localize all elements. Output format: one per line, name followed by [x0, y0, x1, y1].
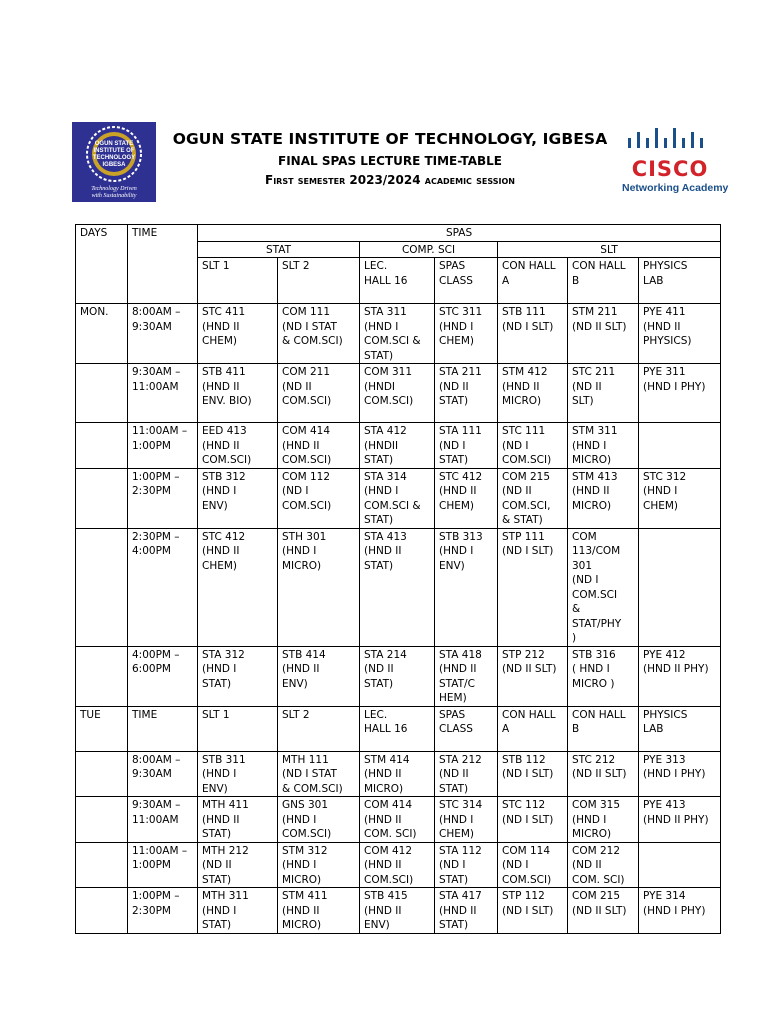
- course-cell: COM 215 (ND II SLT): [568, 888, 639, 934]
- course-cell: STC 412 (HND II CHEM): [198, 528, 278, 646]
- day-cell: [76, 646, 128, 706]
- course-cell: STB 415 (HND II ENV): [360, 888, 435, 934]
- table-row: [76, 364, 721, 423]
- table-row: [76, 646, 721, 706]
- table-row: [76, 304, 721, 364]
- table-row: [76, 468, 721, 528]
- course-cell: STC 311 (HND I CHEM): [435, 304, 498, 364]
- table-row: [76, 706, 721, 751]
- course-cell: MTH 212 (ND II STAT): [198, 842, 278, 888]
- course-cell: STC 211 (ND II SLT): [568, 364, 639, 423]
- time-cell: 1:00PM – 2:30PM: [128, 888, 198, 934]
- venue-header: LEC. HALL 16: [360, 258, 435, 304]
- course-cell: COM 315 (HND I MICRO): [568, 797, 639, 843]
- course-cell: STB 414 (HND II ENV): [278, 646, 360, 706]
- time-cell: 8:00AM – 9:30AM: [128, 751, 198, 797]
- course-cell: STB 111 (ND I SLT): [498, 304, 568, 364]
- svg-text:TECHNOLOGY: TECHNOLOGY: [92, 155, 136, 161]
- course-cell: GNS 301 (HND I COM.SCI): [278, 797, 360, 843]
- spas-header: SPAS: [198, 225, 721, 242]
- course-cell: COM 211 (ND II COM.SCI): [278, 364, 360, 423]
- course-cell: STA 412 (HNDII STAT): [360, 423, 435, 469]
- venue-header: SLT 1: [198, 258, 278, 304]
- stat-header: STAT: [198, 241, 360, 258]
- table-row: [76, 423, 721, 469]
- course-cell: STM 412 (HND II MICRO): [498, 364, 568, 423]
- time-cell: 2:30PM – 4:00PM: [128, 528, 198, 646]
- course-cell: STA 312 (HND I STAT): [198, 646, 278, 706]
- page-subtitle: FINAL SPAS LECTURE TIME-TABLE: [278, 154, 502, 168]
- course-cell: STM 211 (ND II SLT): [568, 304, 639, 364]
- cisco-bars-icon: [622, 124, 718, 152]
- course-cell: STP 112 (ND I SLT): [498, 888, 568, 934]
- course-cell: STB 316 ( HND I MICRO ): [568, 646, 639, 706]
- course-cell: STA 417 (HND II STAT): [435, 888, 498, 934]
- course-cell: STP 212 (ND II SLT): [498, 646, 568, 706]
- course-cell: COM 311 (HNDI COM.SCI): [360, 364, 435, 423]
- course-cell: EED 413 (HND II COM.SCI): [198, 423, 278, 469]
- day-cell: MON.: [76, 304, 128, 364]
- course-cell: MTH 311 (HND I STAT): [198, 888, 278, 934]
- course-cell: STM 311 (HND I MICRO): [568, 423, 639, 469]
- venue-header: PHYSICS LAB: [639, 706, 721, 751]
- table-row: [76, 842, 721, 888]
- day-cell: [76, 888, 128, 934]
- course-cell: COM 113/COM 301 (ND I COM.SCI & STAT/PHY ): [568, 528, 639, 646]
- course-cell: COM 212 (ND II COM. SCI): [568, 842, 639, 888]
- course-cell: [639, 528, 721, 646]
- time-cell: 9:30AM – 11:00AM: [128, 797, 198, 843]
- header-titles: [160, 130, 620, 187]
- svg-text:IGBESA: IGBESA: [102, 162, 126, 168]
- course-cell: STA 314 (HND I COM.SCI & STAT): [360, 468, 435, 528]
- day-cell: [76, 797, 128, 843]
- venue-header: SPAS CLASS: [435, 258, 498, 304]
- course-cell: STC 314 (HND I CHEM): [435, 797, 498, 843]
- course-cell: STA 214 (ND II STAT): [360, 646, 435, 706]
- course-cell: STC 112 (ND I SLT): [498, 797, 568, 843]
- time-cell: 11:00AM – 1:00PM: [128, 842, 198, 888]
- course-cell: COM 111 (ND I STAT & COM.SCI): [278, 304, 360, 364]
- cisco-wordmark: CISCO: [631, 157, 709, 181]
- course-cell: STC 212 (ND II SLT): [568, 751, 639, 797]
- course-cell: MTH 111 (ND I STAT & COM.SCI): [278, 751, 360, 797]
- course-cell: STP 111 (ND I SLT): [498, 528, 568, 646]
- venue-header: SPAS CLASS: [435, 706, 498, 751]
- course-cell: PYE 412 (HND II PHY): [639, 646, 721, 706]
- course-cell: STM 411 (HND II MICRO): [278, 888, 360, 934]
- svg-text:OGUN STATE: OGUN STATE: [94, 141, 134, 147]
- course-cell: [639, 423, 721, 469]
- venue-header: CON HALL A: [498, 706, 568, 751]
- course-cell: STA 212 (ND II STAT): [435, 751, 498, 797]
- course-cell: STA 111 (ND I STAT): [435, 423, 498, 469]
- course-cell: STA 413 (HND II STAT): [360, 528, 435, 646]
- course-cell: STB 112 (ND I SLT): [498, 751, 568, 797]
- course-cell: STB 313 (HND I ENV): [435, 528, 498, 646]
- venue-header: LEC. HALL 16: [360, 706, 435, 751]
- day-cell: [76, 842, 128, 888]
- course-cell: STA 418 (HND II STAT/C HEM): [435, 646, 498, 706]
- days-header: DAYS: [76, 225, 128, 304]
- course-cell: COM 215 (ND II COM.SCI, & STAT): [498, 468, 568, 528]
- course-cell: STB 311 (HND I ENV): [198, 751, 278, 797]
- course-cell: PYE 314 (HND I PHY): [639, 888, 721, 934]
- day-cell: [76, 364, 128, 423]
- course-cell: STM 413 (HND II MICRO): [568, 468, 639, 528]
- time-cell: 8:00AM – 9:30AM: [128, 304, 198, 364]
- course-cell: STA 211 (ND II STAT): [435, 364, 498, 423]
- course-cell: STM 312 (HND I MICRO): [278, 842, 360, 888]
- time-cell: 4:00PM – 6:00PM: [128, 646, 198, 706]
- table-row: [76, 797, 721, 843]
- time-cell: 11:00AM – 1:00PM: [128, 423, 198, 469]
- svg-text:with Sustainability: with Sustainability: [91, 193, 137, 199]
- cisco-tagline: Networking Academy: [622, 182, 729, 194]
- table-row: [76, 751, 721, 797]
- course-cell: STC 111 (ND I COM.SCI): [498, 423, 568, 469]
- course-cell: STC 412 (HND II CHEM): [435, 468, 498, 528]
- course-cell: [639, 842, 721, 888]
- svg-text:INSTITUTE OF: INSTITUTE OF: [93, 148, 135, 154]
- time-cell: 9:30AM – 11:00AM: [128, 364, 198, 423]
- cisco-logo: [622, 124, 729, 200]
- venue-header: CON HALL A: [498, 258, 568, 304]
- course-cell: STB 411 (HND II ENV. BIO): [198, 364, 278, 423]
- day-cell: [76, 751, 128, 797]
- course-cell: STM 414 (HND II MICRO): [360, 751, 435, 797]
- timetable: [75, 224, 721, 934]
- time-header: TIME: [128, 706, 198, 751]
- venue-header: SLT 2: [278, 258, 360, 304]
- day-cell: [76, 528, 128, 646]
- course-cell: COM 414 (HND II COM. SCI): [360, 797, 435, 843]
- course-cell: STC 312 (HND I CHEM): [639, 468, 721, 528]
- table-row: [76, 528, 721, 646]
- course-cell: STA 112 (ND I STAT): [435, 842, 498, 888]
- time-header: TIME: [128, 225, 198, 304]
- course-cell: STB 312 (HND I ENV): [198, 468, 278, 528]
- day-cell: TUE: [76, 706, 128, 751]
- course-cell: MTH 411 (HND II STAT): [198, 797, 278, 843]
- course-cell: STC 411 (HND II CHEM): [198, 304, 278, 364]
- session-label: First semester 2023/2024 academic session: [265, 173, 515, 187]
- course-cell: PYE 411 (HND II PHYSICS): [639, 304, 721, 364]
- institute-logo: [72, 122, 156, 202]
- course-cell: STA 311 (HND I COM.SCI & STAT): [360, 304, 435, 364]
- page-title: OGUN STATE INSTITUTE OF TECHNOLOGY, IGBESA: [172, 130, 608, 148]
- venue-header: PHYSICS LAB: [639, 258, 721, 304]
- svg-text:Technology Driven: Technology Driven: [91, 186, 137, 192]
- course-cell: COM 414 (HND II COM.SCI): [278, 423, 360, 469]
- time-cell: 1:00PM – 2:30PM: [128, 468, 198, 528]
- course-cell: COM 112 (ND I COM.SCI): [278, 468, 360, 528]
- course-cell: COM 412 (HND II COM.SCI): [360, 842, 435, 888]
- venue-header: SLT 1: [198, 706, 278, 751]
- comp-sci-header: COMP. SCI: [360, 241, 498, 258]
- venue-header: CON HALL B: [568, 706, 639, 751]
- course-cell: PYE 311 (HND I PHY): [639, 364, 721, 423]
- table-row: [76, 888, 721, 934]
- day-cell: [76, 468, 128, 528]
- venue-header: SLT 2: [278, 706, 360, 751]
- course-cell: COM 114 (ND I COM.SCI): [498, 842, 568, 888]
- course-cell: PYE 313 (HND I PHY): [639, 751, 721, 797]
- course-cell: PYE 413 (HND II PHY): [639, 797, 721, 843]
- venue-header: CON HALL B: [568, 258, 639, 304]
- slt-header: SLT: [498, 241, 721, 258]
- day-cell: [76, 423, 128, 469]
- course-cell: STH 301 (HND I MICRO): [278, 528, 360, 646]
